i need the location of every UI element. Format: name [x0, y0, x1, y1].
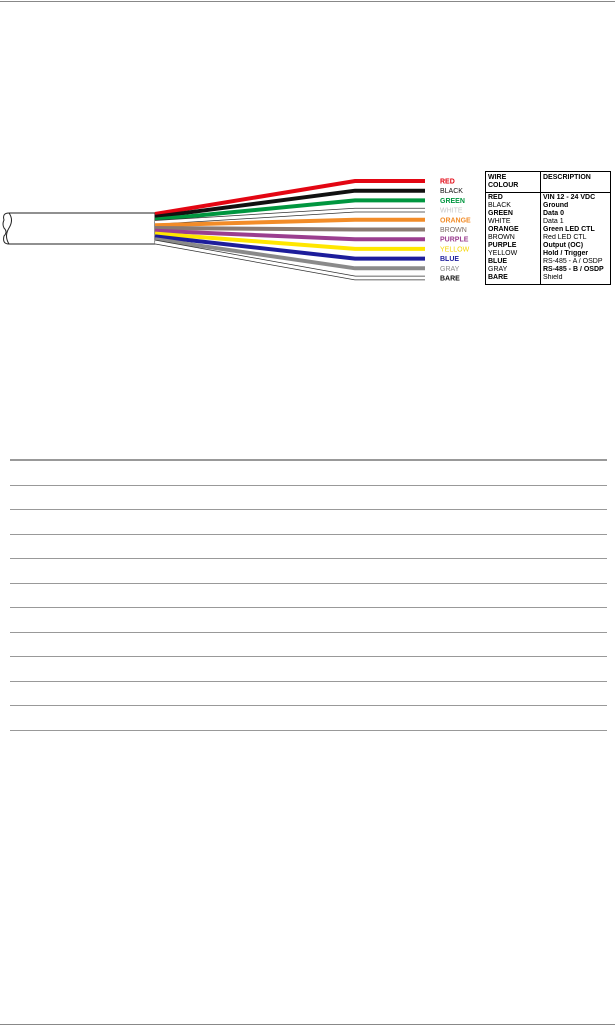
wire-label-black: BLACK	[440, 188, 463, 196]
table-row	[10, 535, 607, 560]
table-cell-left	[10, 559, 307, 583]
description-cell: Output (OC)	[543, 242, 584, 249]
table-cell-left	[10, 486, 307, 510]
description-cell: Hold / Trigger	[543, 250, 589, 257]
table-row	[10, 486, 607, 511]
table-cell-right	[307, 461, 607, 485]
table-cell-right	[307, 486, 607, 510]
wire-colour-table-header	[486, 172, 610, 193]
table-row	[10, 633, 607, 658]
wire-label-green: GREEN	[440, 197, 465, 205]
description-cell: Green LED CTL	[543, 226, 595, 233]
table-row	[10, 682, 607, 707]
bottom-rule	[0, 1024, 615, 1025]
table-cell-left	[10, 657, 307, 681]
wires-group	[155, 181, 425, 278]
wire-colour-header: WIRE COLOUR	[486, 172, 541, 192]
description-cell: Shield	[543, 274, 563, 281]
description-column	[541, 193, 610, 284]
table-cell-left	[10, 608, 307, 632]
wire-label-gray: GRAY	[440, 265, 460, 273]
wire-label-orange: ORANGE	[440, 217, 471, 225]
wire-labels-group	[440, 179, 471, 283]
wire-colour-table	[485, 171, 611, 285]
wire-colour-cell: RED	[488, 194, 503, 201]
description-header: DESCRIPTION	[543, 174, 591, 181]
table-row	[10, 657, 607, 682]
table-cell-right	[307, 633, 607, 657]
table-cell-left	[10, 706, 307, 730]
wire-colour-cell: WHITE	[488, 218, 511, 225]
table-row	[10, 608, 607, 633]
table-cell-right	[307, 706, 607, 730]
table-cell-right	[307, 510, 607, 534]
wire-colour-cell: GREEN	[488, 210, 513, 217]
cable-jacket	[3, 213, 155, 244]
table-row	[10, 461, 607, 486]
wire-colour-cell: GRAY	[488, 266, 508, 273]
description-cell: Red LED CTL	[543, 234, 587, 241]
description-cell: RS-485 - A / OSDP	[543, 258, 603, 265]
table-row	[10, 584, 607, 609]
wire-label-white: WHITE	[440, 207, 463, 215]
wire-colour-cell: BLUE	[488, 258, 508, 265]
table-cell-left	[10, 461, 307, 485]
wire-colour-cell: ORANGE	[488, 226, 519, 233]
table-row	[10, 559, 607, 584]
table-cell-left	[10, 633, 307, 657]
wire-label-purple: PURPLE	[440, 236, 469, 244]
wire-colour-cell: BARE	[488, 274, 508, 281]
wire-brown	[155, 228, 425, 230]
description-cell: Data 0	[543, 210, 565, 217]
wire-colour-cell: YELLOW	[488, 250, 518, 257]
description-cell: Data 1	[543, 218, 564, 225]
wire-colour-cell: BROWN	[488, 234, 515, 241]
wire-label-red: RED	[440, 178, 455, 186]
wire-label-blue: BLUE	[440, 256, 460, 264]
wire-colour-column	[486, 193, 541, 284]
wire-label-yellow: YELLOW	[440, 246, 470, 254]
description-cell: RS-485 - B / OSDP	[543, 266, 604, 273]
table-cell-right	[307, 682, 607, 706]
wire-label-brown: BROWN	[440, 227, 467, 234]
table-cell-left	[10, 682, 307, 706]
table-cell-right	[307, 584, 607, 608]
wire-colour-table-body	[486, 193, 610, 284]
description-cell: VIN 12 - 24 VDC	[543, 194, 596, 201]
wire-colour-cell: PURPLE	[488, 242, 517, 249]
table-cell-left	[10, 584, 307, 608]
top-rule	[0, 1, 615, 2]
table-cell-left	[10, 510, 307, 534]
table-cell-left	[10, 535, 307, 559]
table-row	[10, 510, 607, 535]
blank-table	[10, 459, 607, 731]
table-row	[10, 706, 607, 731]
description-cell: Ground	[543, 202, 569, 209]
table-cell-right	[307, 608, 607, 632]
wire-label-bare: BARE	[440, 275, 460, 283]
table-cell-right	[307, 559, 607, 583]
table-cell-right	[307, 535, 607, 559]
wire-colour-cell: BLACK	[488, 202, 511, 209]
table-cell-right	[307, 657, 607, 681]
